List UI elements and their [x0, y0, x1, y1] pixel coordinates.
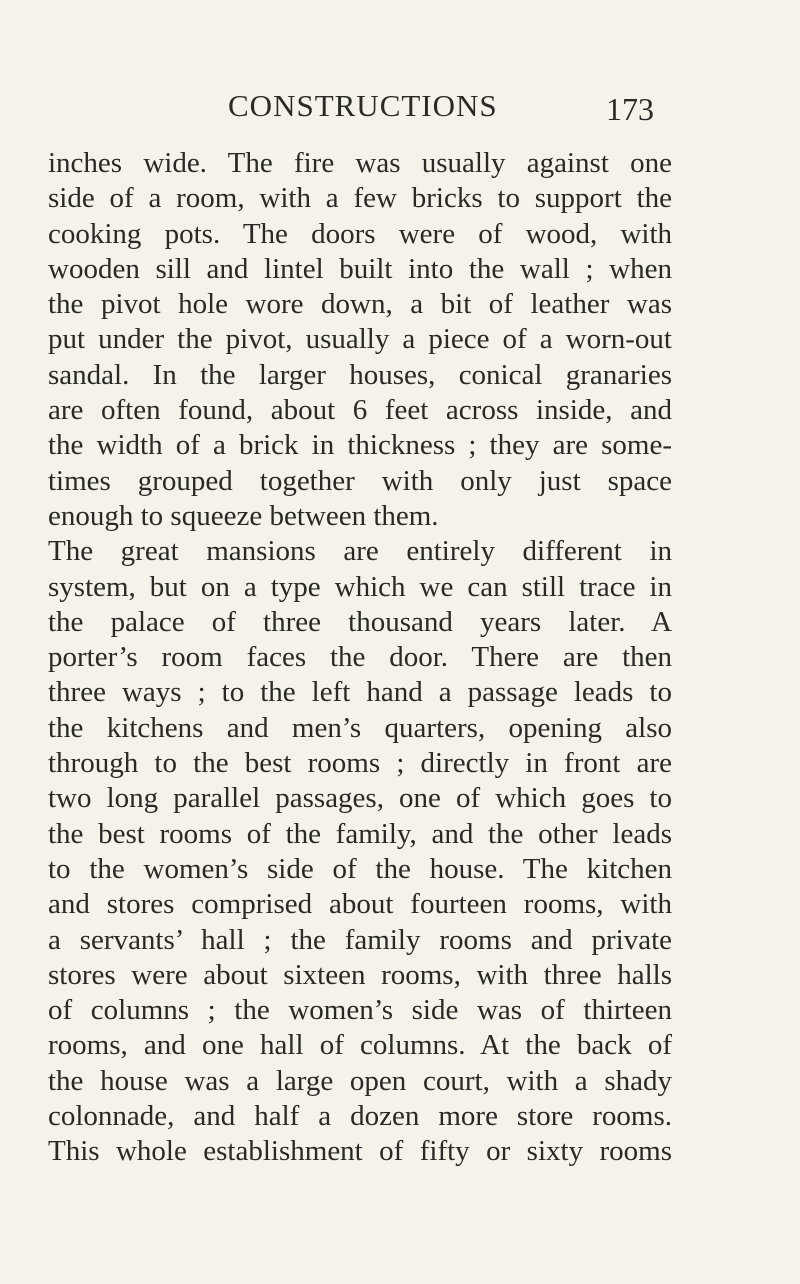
running-head: CONSTRUCTIONS	[228, 88, 498, 123]
text-line: The great mansions are entirely different in	[48, 535, 672, 568]
text-line: colonnade, and half a dozen more store rooms.	[48, 1100, 672, 1133]
text-line: the best rooms of the family, and the other leads	[48, 817, 672, 850]
text-line: enough to squeeze between them.	[48, 499, 439, 532]
text-line: wooden sill and lintel built into the wall ; when	[48, 252, 672, 285]
text-line: the kitchens and men’s quarters, opening also	[48, 711, 672, 744]
text-line: the palace of three thousand years later. A	[48, 605, 672, 638]
text-line: inches wide. The fire was usually against one	[48, 147, 672, 179]
text-line: sandal. In the larger houses, conical granaries	[48, 358, 672, 391]
text-line: side of a room, with a few bricks to support the	[48, 182, 672, 215]
text-line: two long parallel passages, one of which goes to	[48, 782, 672, 815]
text-line: the house was a large open court, with a shady	[48, 1064, 672, 1097]
text-line: of columns ; the women’s side was of thirteen	[48, 994, 672, 1027]
text-line: the width of a brick in thickness ; they are some-	[48, 429, 672, 462]
body-text	[48, 146, 672, 1170]
text-line: and stores comprised about fourteen rooms, with	[48, 888, 672, 921]
text-line: times grouped together with only just space	[48, 464, 672, 497]
text-line: three ways ; to the left hand a passage leads to	[48, 676, 672, 709]
text-line: This whole establishment of fifty or sixty rooms	[48, 1135, 672, 1168]
text-line: are often found, about 6 feet across inside, and	[48, 394, 672, 427]
text-line: stores were about sixteen rooms, with three halls	[48, 958, 672, 991]
text-line: system, but on a type which we can still trace in	[48, 570, 672, 603]
page-number: 173	[606, 91, 654, 127]
text-line: the pivot hole wore down, a bit of leather was	[48, 288, 672, 321]
text-line: a servants’ hall ; the family rooms and private	[48, 923, 672, 956]
text-line: porter’s room faces the door. There are then	[48, 641, 672, 674]
text-line: through to the best rooms ; directly in front are	[48, 747, 672, 780]
text-line: rooms, and one hall of columns. At the back of	[48, 1029, 672, 1062]
page-header	[0, 84, 800, 128]
text-line: put under the pivot, usually a piece of a worn-out	[48, 323, 672, 356]
text-line: to the women’s side of the house. The kitchen	[48, 852, 672, 885]
text-line: cooking pots. The doors were of wood, with	[48, 217, 672, 250]
